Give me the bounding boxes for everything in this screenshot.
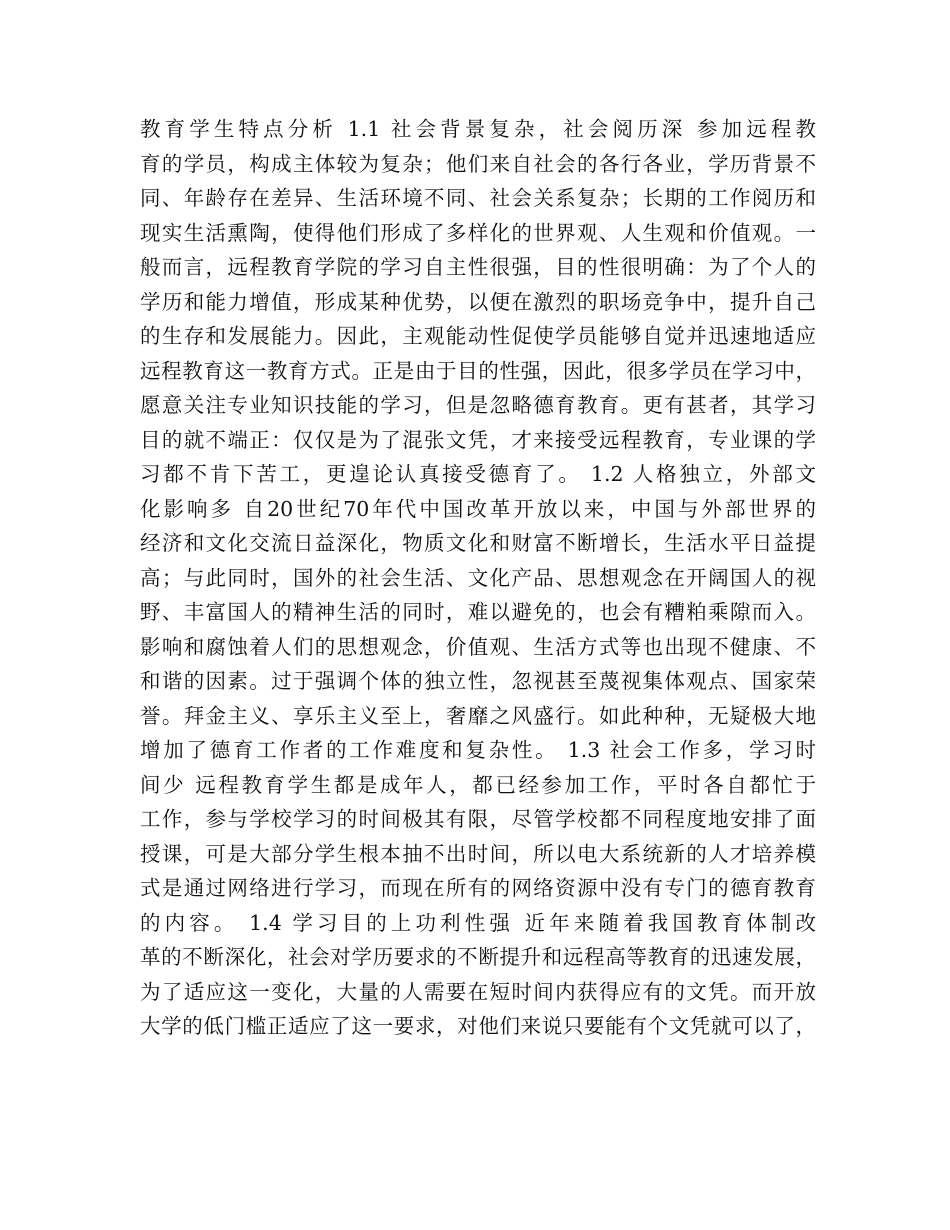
text-line: 经济和文化交流日益深化，物质文化和财富不断增长，生活水平日益提 — [140, 531, 816, 555]
text-line: 野、丰富国人的精神生活的同时，难以避免的，也会有糟粕乘隙而入。 — [140, 600, 816, 624]
text-line: 和谐的因素。过于强调个体的独立性，忽视甚至蔑视集体观点、国家荣 — [140, 669, 816, 693]
text-line: 化影响多 自20世纪70年代中国改革开放以来，中国与外部世界的 — [140, 496, 816, 521]
text-line: 影响和腐蚀着人们的思想观念，价值观、生活方式等也出现不健康、不 — [140, 634, 816, 659]
text-line: 授课，可是大部分学生根本抽不出时间，所以电大系统新的人才培养模 — [140, 841, 816, 866]
text-line: 学历和能力增值，形成某种优势，以便在激烈的职场竞争中，提升自己 — [140, 289, 816, 314]
text-line: 为了适应这一变化，大量的人需要在短时间内获得应有的文凭。而开放 — [140, 979, 816, 1004]
text-line: 的生存和发展能力。因此，主观能动性促使学员能够自觉并迅速地适应 — [140, 324, 816, 348]
text-line: 同、年龄存在差异、生活环境不同、社会关系复杂；长期的工作阅历和 — [140, 186, 816, 210]
text-line: 教育学生特点分析 1.1 社会背景复杂，社会阅历深 参加远程教 — [140, 117, 816, 141]
text-line: 誉。拜金主义、享乐主义至上，奢靡之风盛行。如此种种，无疑极大地 — [140, 703, 816, 728]
text-line: 育的学员，构成主体较为复杂；他们来自社会的各行各业，学历背景不 — [140, 151, 816, 176]
text-line: 高；与此同时，国外的社会生活、文化产品、思想观念在开阔国人的视 — [140, 565, 816, 590]
text-line: 愿意关注专业知识技能的学习，但是忽略德育教育。更有甚者，其学习 — [140, 393, 816, 417]
text-line: 式是通过网络进行学习，而现在所有的网络资源中没有专门的德育教育 — [140, 876, 816, 900]
text-line: 大学的低门槛正适应了这一要求，对他们来说只要能有个文凭就可以了， — [140, 1014, 816, 1038]
text-line: 远程教育这一教育方式。正是由于目的性强，因此，很多学员在学习中， — [140, 358, 816, 383]
text-line: 的内容。 1.4 学习目的上功利性强 近年来随着我国教育体制改 — [140, 910, 816, 935]
text-line: 目的就不端正：仅仅是为了混张文凭，才来接受远程教育，专业课的学 — [140, 427, 816, 452]
text-line: 现实生活熏陶，使得他们形成了多样化的世界观、人生观和价值观。一 — [140, 220, 816, 245]
text-line: 般而言，远程教育学院的学习自主性很强，目的性很明确：为了个人的 — [140, 255, 816, 279]
text-line: 增加了德育工作者的工作难度和复杂性。 1.3 社会工作多，学习时 — [140, 738, 816, 762]
text-line: 间少 远程教育学生都是成年人，都已经参加工作，平时各自都忙于 — [140, 772, 816, 797]
text-line: 革的不断深化，社会对学历要求的不断提升和远程高等教育的迅速发展， — [140, 945, 816, 969]
text-line: 习都不肯下苦工，更遑论认真接受德育了。 1.2 人格独立，外部文 — [140, 462, 816, 486]
body-paragraph — [140, 112, 816, 1044]
text-line: 工作，参与学校学习的时间极其有限，尽管学校都不同程度地安排了面 — [140, 807, 816, 831]
